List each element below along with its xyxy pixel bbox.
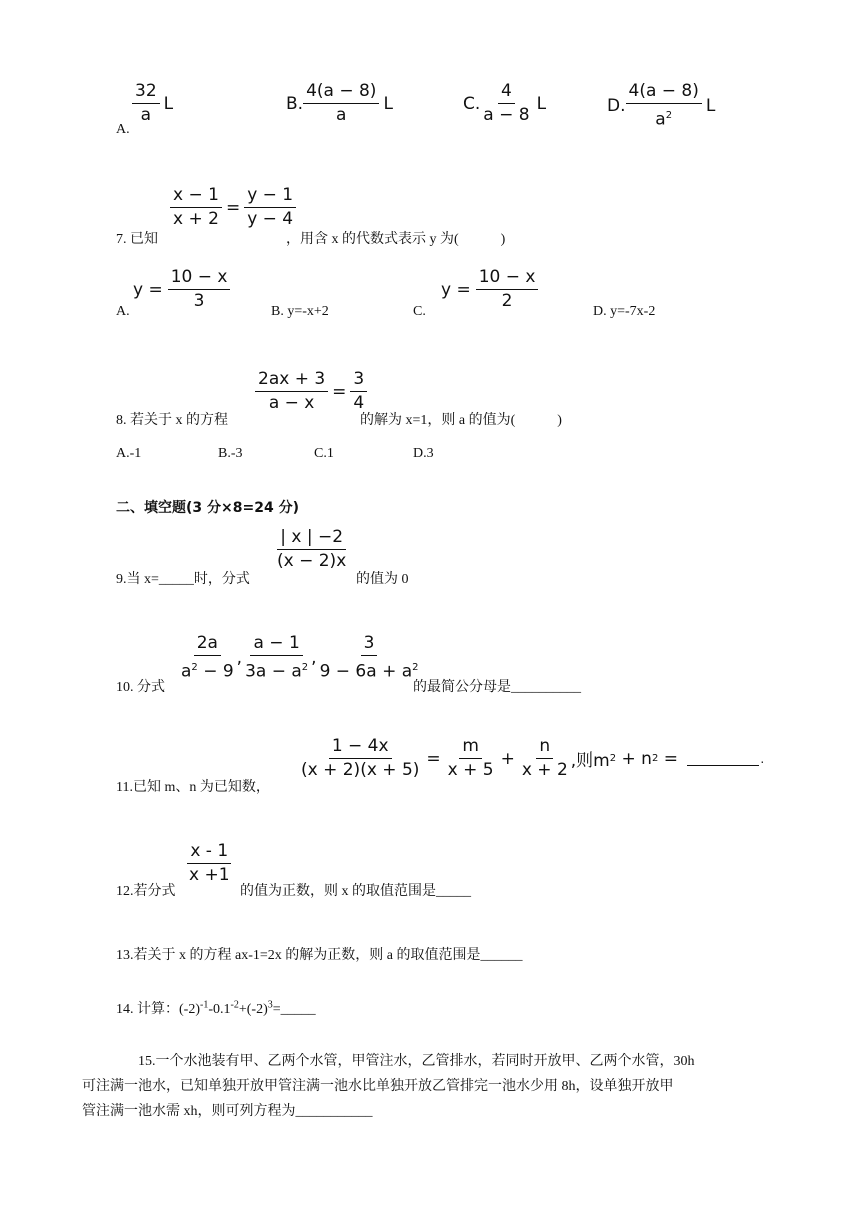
q11-answer-blank[interactable] bbox=[687, 751, 759, 766]
q7-option-a-label: A. bbox=[116, 304, 130, 319]
q7-c-num: 10 − x bbox=[476, 268, 539, 290]
q14-prefix: 14. 计算：(-2) bbox=[116, 1002, 200, 1017]
q8-den: a − x bbox=[268, 393, 315, 413]
q6-c-label: C. bbox=[463, 93, 481, 114]
q7-c-den: 2 bbox=[501, 291, 513, 311]
q7-rhs-den: y − 4 bbox=[247, 209, 294, 229]
q6-option-c-expr bbox=[463, 82, 550, 125]
q8-prefix: 8. 若关于 x 的方程 bbox=[116, 413, 228, 428]
q8-eq: = bbox=[332, 381, 347, 402]
q8-rnum: 3 bbox=[350, 370, 367, 392]
q6-b-num: 4(a − 8) bbox=[303, 82, 379, 104]
q7-rhs-num: y − 1 bbox=[244, 186, 296, 208]
q6-a-den: a bbox=[140, 105, 152, 125]
q11-m-num: m bbox=[459, 737, 482, 759]
q10-f1-num: 2a bbox=[194, 634, 221, 656]
q6-c-suffix: L bbox=[536, 93, 547, 114]
q11-n-den: x + 2 bbox=[521, 760, 568, 780]
q6-a-num: 32 bbox=[132, 82, 160, 104]
q9-den: (x − 2)x bbox=[277, 551, 347, 571]
q10-f3-sup: 2 bbox=[412, 662, 419, 673]
q11-m-den: x + 5 bbox=[447, 760, 494, 780]
q14-p2: -0.1 bbox=[208, 1002, 231, 1017]
q14-end: =_____ bbox=[272, 1002, 316, 1017]
q6-d-den-sup: 2 bbox=[665, 110, 673, 121]
q11-eq: = bbox=[426, 748, 441, 769]
q10-f1-den: a bbox=[181, 661, 192, 682]
q7-eq: = bbox=[225, 197, 241, 218]
q6-option-a-label: A. bbox=[116, 122, 130, 137]
q12-fraction bbox=[186, 842, 233, 885]
q7-suffix: ，用含 x 的代数式表示 y 为( ) bbox=[286, 232, 506, 247]
q6-d-label: D. bbox=[607, 95, 626, 116]
q6-option-b-expr bbox=[286, 82, 397, 125]
q12-num: x - 1 bbox=[187, 842, 231, 864]
q10-f3-num: 3 bbox=[361, 634, 378, 656]
q6-option-a-expr bbox=[132, 82, 177, 125]
q7-a-lhs: y = bbox=[133, 279, 163, 300]
q11-sup2: 2 bbox=[651, 753, 659, 764]
q10-f3-den: 9 − 6a + a bbox=[319, 661, 413, 682]
q14-s2: -2 bbox=[230, 999, 239, 1011]
q8-option-d: D.3 bbox=[413, 446, 434, 461]
q12-suffix: 的值为正数，则 x 的取值范围是_____ bbox=[240, 884, 471, 899]
q7-lhs-num: x − 1 bbox=[170, 186, 222, 208]
section-title: 二、填空题(3 分×8=24 分) bbox=[116, 500, 299, 516]
q15-line-1: 15.一个水池装有甲、乙两个水管，甲管注水，乙管排水，若同时开放甲、乙两个水管，30h bbox=[138, 1054, 695, 1069]
q11-then: ,则m bbox=[570, 751, 610, 771]
q11-end: . bbox=[760, 751, 765, 766]
q8-equation bbox=[255, 370, 367, 413]
q6-d-suffix: L bbox=[705, 95, 716, 116]
q10-suffix: 的最简公分母是__________ bbox=[413, 680, 581, 695]
q8-option-c: C.1 bbox=[314, 446, 334, 461]
q7-c-lhs: y = bbox=[441, 279, 471, 300]
q7-option-c-expr bbox=[441, 268, 538, 311]
q11-den: (x + 2)(x + 5) bbox=[301, 760, 420, 780]
q8-option-a: A.-1 bbox=[116, 446, 142, 461]
q8-option-b: B.-3 bbox=[218, 446, 243, 461]
q10-comma-2: , bbox=[311, 647, 317, 668]
q6-a-suffix: L bbox=[163, 93, 174, 114]
q7-option-a-expr bbox=[133, 268, 230, 311]
q9-num: | x | −2 bbox=[277, 528, 346, 550]
q8-rden: 4 bbox=[353, 393, 365, 413]
q6-d-den: a bbox=[655, 109, 666, 130]
q15-line-3: 管注满一池水需 xh，则可列方程为___________ bbox=[82, 1104, 373, 1119]
q8-suffix: 的解为 x=1，则 a 的值为( ) bbox=[360, 413, 562, 428]
q14-p3: +(-2) bbox=[238, 1002, 268, 1017]
q11-sup1: 2 bbox=[609, 753, 617, 764]
q12-prefix: 12.若分式 bbox=[116, 884, 176, 899]
q7-option-c-label: C. bbox=[413, 304, 426, 319]
q15-line-2: 可注满一池水，已知单独开放甲管注满一池水比单独开放乙管排完一池水少用 8h，设单独开放甲 bbox=[82, 1079, 674, 1094]
q7-a-num: 10 − x bbox=[168, 268, 231, 290]
q10-f2-sup: 2 bbox=[301, 662, 309, 673]
q10-fractions bbox=[178, 634, 422, 682]
q6-c-den: a − 8 bbox=[483, 105, 530, 125]
q9-suffix: 的值为 0 bbox=[356, 572, 409, 587]
q12-den: x +1 bbox=[189, 865, 230, 885]
q6-d-num: 4(a − 8) bbox=[626, 82, 702, 104]
q11-num: 1 − 4x bbox=[329, 737, 392, 759]
q8-num: 2ax + 3 bbox=[255, 370, 328, 392]
q11-n-num: n bbox=[536, 737, 553, 759]
q11-prefix: 11.已知 m、n 为已知数， bbox=[116, 780, 270, 795]
q7-prefix: 7. 已知 bbox=[116, 232, 158, 247]
q9-prefix: 9.当 x=_____时，分式 bbox=[116, 572, 250, 587]
q10-comma-1: , bbox=[236, 647, 243, 668]
q6-b-suffix: L bbox=[383, 93, 393, 114]
q14-s3: 3 bbox=[267, 999, 273, 1011]
q11-plus: + bbox=[500, 748, 515, 769]
q10-f1-den-tail: − 9 bbox=[197, 661, 234, 682]
q7-equation bbox=[170, 186, 296, 229]
q11-equation bbox=[298, 737, 764, 780]
q6-b-label: B. bbox=[286, 93, 304, 114]
q7-option-b: B. y=-x+2 bbox=[271, 304, 329, 319]
q9-fraction bbox=[274, 528, 349, 571]
q13-text: 13.若关于 x 的方程 ax-1=2x 的解为正数，则 a 的取值范围是______ bbox=[116, 948, 523, 963]
q10-f2-den: 3a − a bbox=[245, 661, 302, 682]
q7-a-den: 3 bbox=[193, 291, 205, 311]
q14-s1: -1 bbox=[200, 999, 209, 1011]
q14-text bbox=[116, 998, 316, 1018]
q6-c-num: 4 bbox=[498, 82, 515, 104]
q7-option-d: D. y=-7x-2 bbox=[593, 304, 656, 319]
q11-mid: + n bbox=[616, 748, 652, 769]
q7-lhs-den: x + 2 bbox=[173, 209, 219, 229]
q6-b-den: a bbox=[336, 105, 347, 125]
q10-f2-num: a − 1 bbox=[250, 634, 302, 656]
q6-option-d-expr bbox=[607, 82, 719, 130]
q10-prefix: 10. 分式 bbox=[116, 680, 165, 695]
q11-eq2: = bbox=[658, 748, 684, 769]
q10-f1-sup: 2 bbox=[191, 662, 198, 673]
